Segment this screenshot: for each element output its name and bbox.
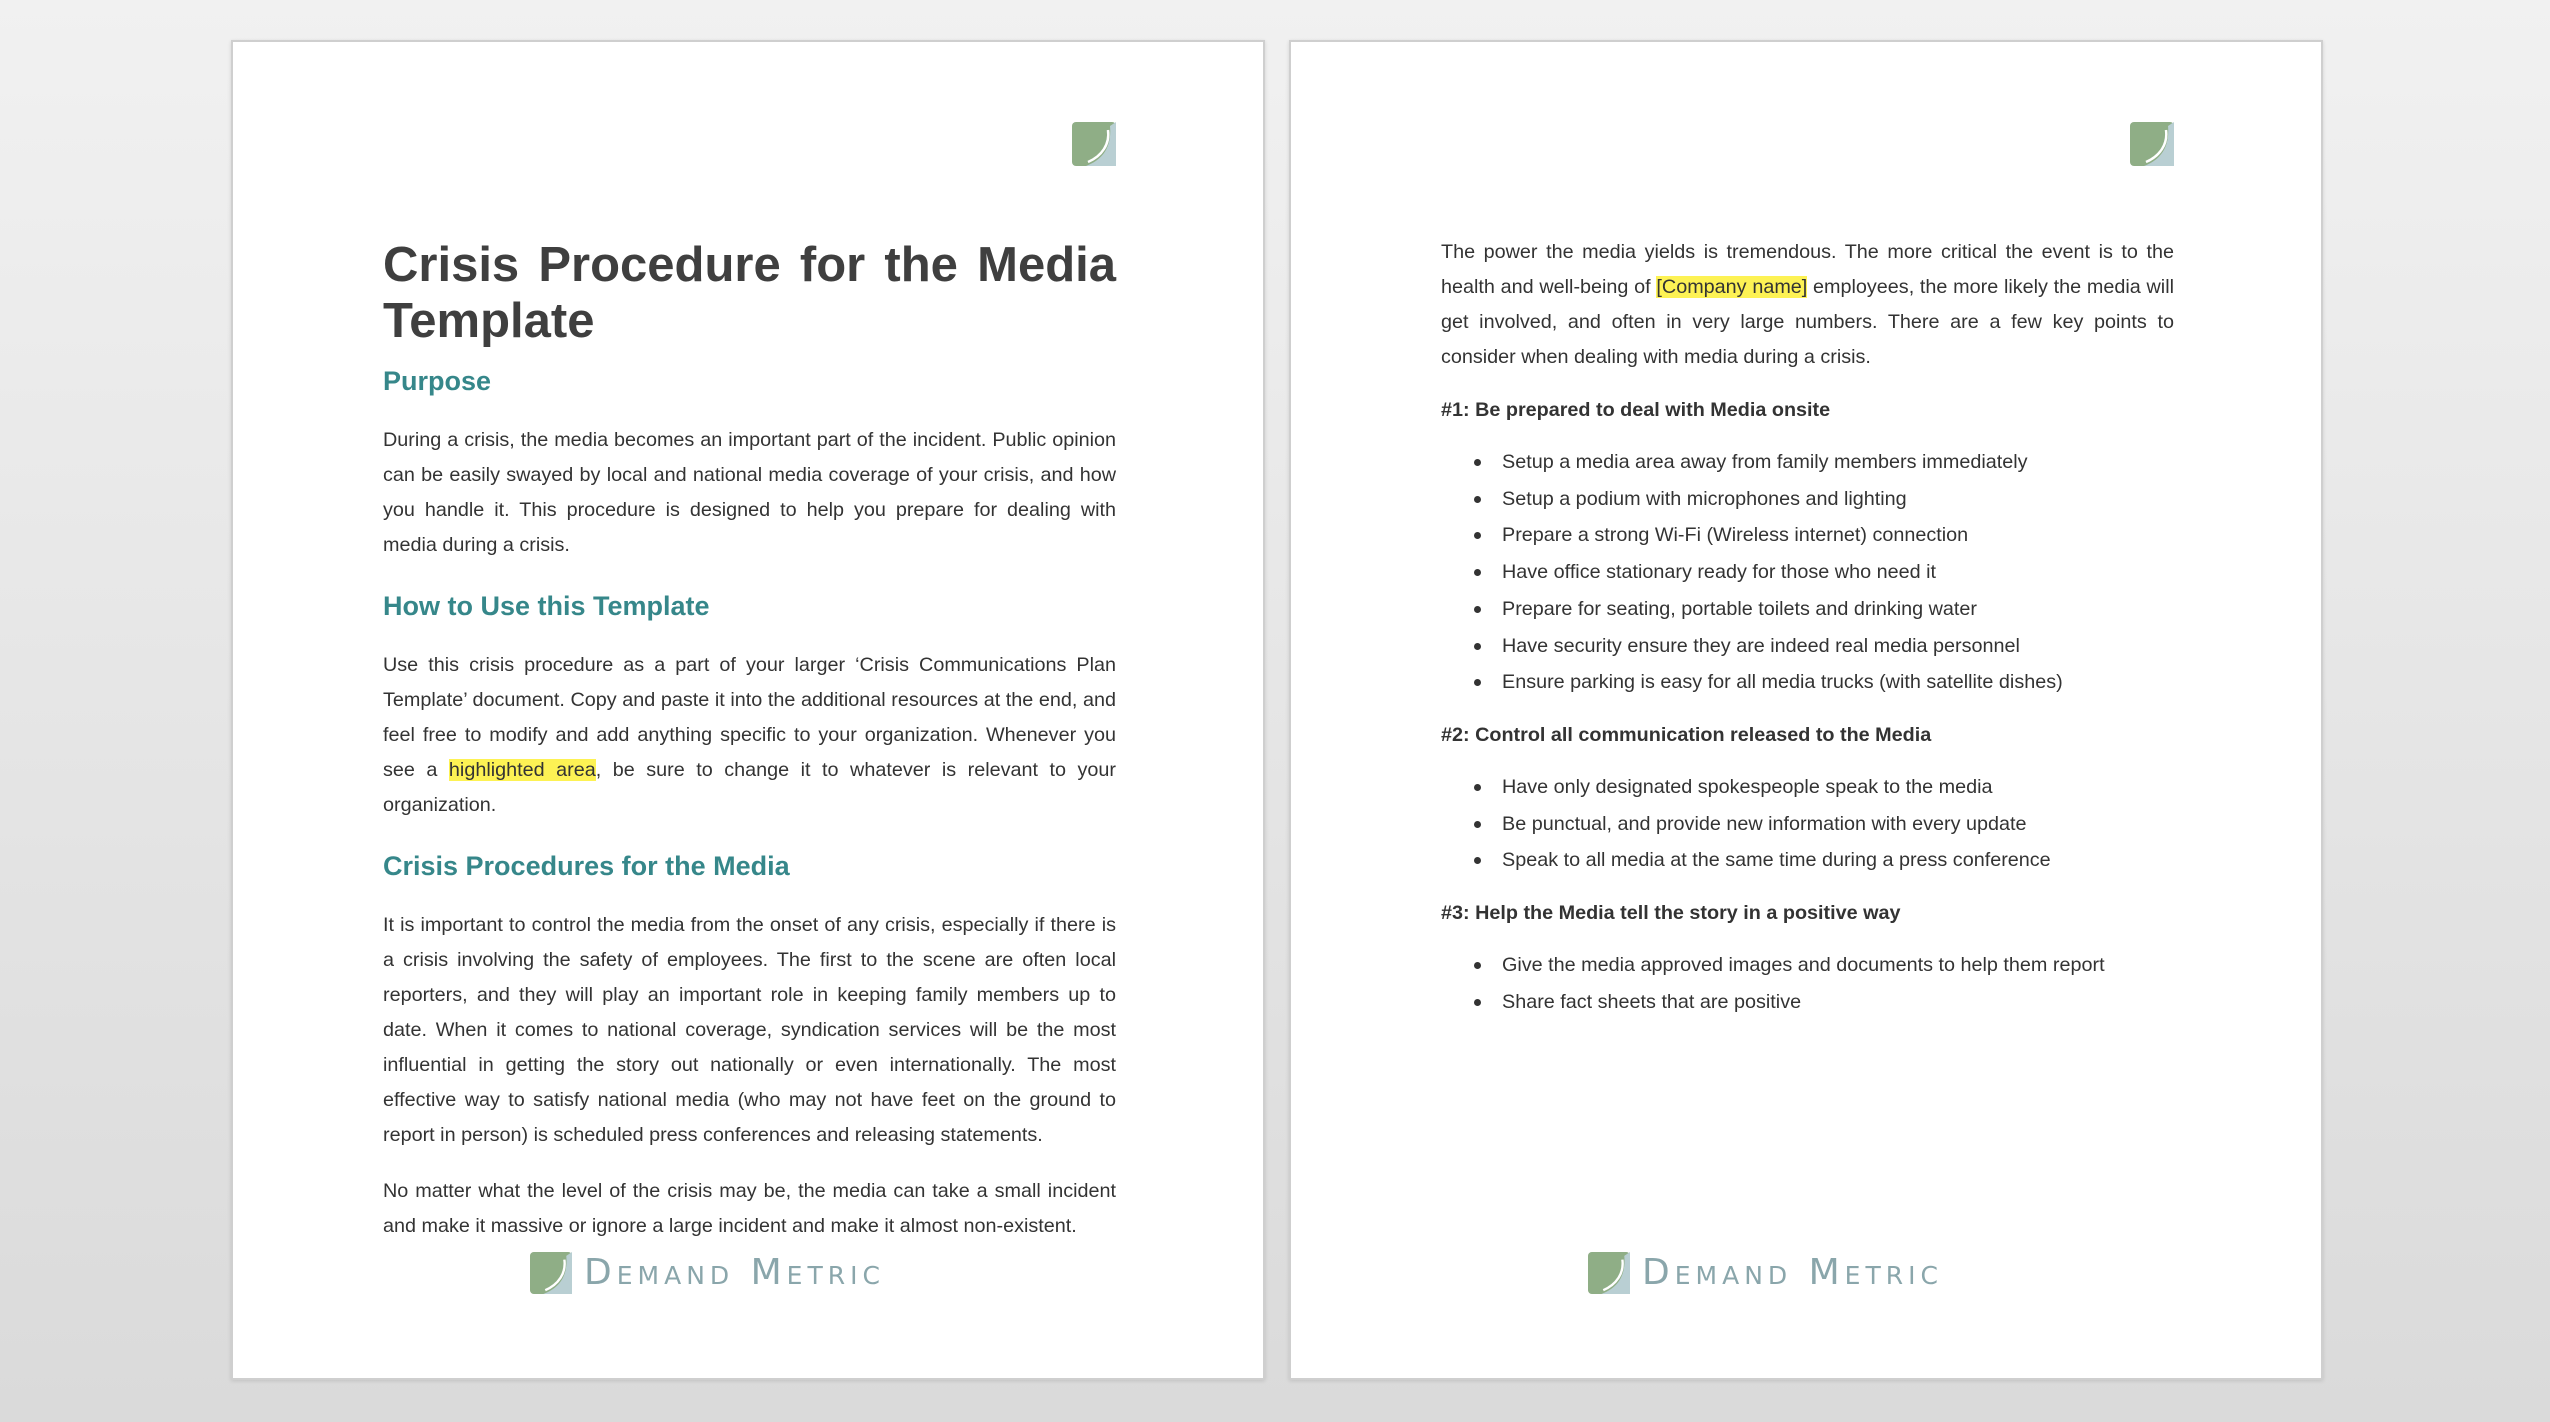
document-title: Crisis Procedure for the Media Template [383, 238, 1116, 348]
company-name-placeholder: [Company name] [1656, 276, 1808, 298]
highlighted-area-sample: highlighted area [448, 759, 596, 781]
crisis-procedures-heading: Crisis Procedures for the Media [383, 851, 790, 881]
list-item: Prepare a strong Wi-Fi (Wireless internet) connection [1441, 517, 2174, 554]
section-1-list [1441, 444, 2174, 701]
list-item: Prepare for seating, portable toilets and drinking water [1441, 591, 2174, 628]
demand-metric-logo-icon [1072, 122, 1116, 166]
intro-paragraph: The power the media yields is tremendous. The more critical the event is to the health and well-being of [Company name] employees, the more likely the media will get involved, and often in very large numbers. There are a few key points to consider when dealing with media during a crisis. [1441, 241, 2174, 368]
document-page-1 [231, 40, 1265, 1380]
section-3-heading: #3: Help the Media tell the story in a positive way [1441, 902, 1901, 925]
procedures-paragraph-1: It is important to control the media from the onset of any crisis, especially if there is a crisis involving the safety of employees. The first to the scene are often local reporters, and they will play an important role in keeping family members up to date. When it comes to national coverage, syndication services will be the most influential in getting the story out nationally or even internationally. The most effective way to satisfy national media (who may not have feet on the ground to report in person) is scheduled press conferences and releasing statements. [383, 914, 1116, 1146]
document-page-2 [1289, 40, 2323, 1380]
footer-brand-logo [530, 1250, 885, 1295]
list-item: Have only designated spokespeople speak to the media [1441, 769, 2174, 806]
brand-wordmark: Demand Metric [1642, 1252, 1943, 1293]
list-item: Be punctual, and provide new information with every update [1441, 806, 2174, 843]
purpose-paragraph: During a crisis, the media becomes an important part of the incident. Public opinion can be easily swayed by local and national media coverage of your crisis, and how you handle it. This procedure is designed to help you prepare for dealing with media during a crisis. [383, 429, 1116, 556]
list-item: Setup a podium with microphones and lighting [1441, 481, 2174, 518]
section-1-heading: #1: Be prepared to deal with Media onsite [1441, 399, 1831, 421]
list-item: Share fact sheets that are positive [1441, 984, 2174, 1021]
list-item: Give the media approved images and documents to help them report [1441, 947, 2174, 984]
section-3-list [1441, 947, 2174, 1020]
procedures-paragraph-2: No matter what the level of the crisis may be, the media can take a small incident and make it massive or ignore a large incident and make it almost non-existent. [383, 1180, 1116, 1237]
list-item: Speak to all media at the same time during a press conference [1441, 842, 2174, 879]
demand-metric-logo-icon [2130, 122, 2174, 166]
section-2-list [1441, 769, 2174, 879]
footer-brand-logo [1588, 1250, 1943, 1295]
brand-wordmark: Demand Metric [584, 1252, 885, 1293]
list-item: Setup a media area away from family members immediately [1441, 444, 2174, 481]
purpose-heading: Purpose [383, 366, 492, 396]
section-2-heading: #2: Control all communication released to the Media [1441, 723, 1932, 746]
how-to-use-paragraph: Use this crisis procedure as a part of your larger ‘Crisis Communications Plan Template’ document. Copy and paste it into the additional resources at the end, and feel free to modify and add anything specific to your organization. Whenever you see a highlighted area, be sure to change it to whatever is relevant to your organization. [383, 654, 1116, 816]
how-to-use-heading: How to Use this Template [383, 591, 710, 621]
list-item: Have office stationary ready for those who need it [1441, 554, 2174, 591]
list-item: Ensure parking is easy for all media trucks (with satellite dishes) [1441, 664, 2174, 701]
demand-metric-logo-icon [530, 1252, 572, 1294]
list-item: Have security ensure they are indeed real media personnel [1441, 628, 2174, 665]
demand-metric-logo-icon [1588, 1252, 1630, 1294]
